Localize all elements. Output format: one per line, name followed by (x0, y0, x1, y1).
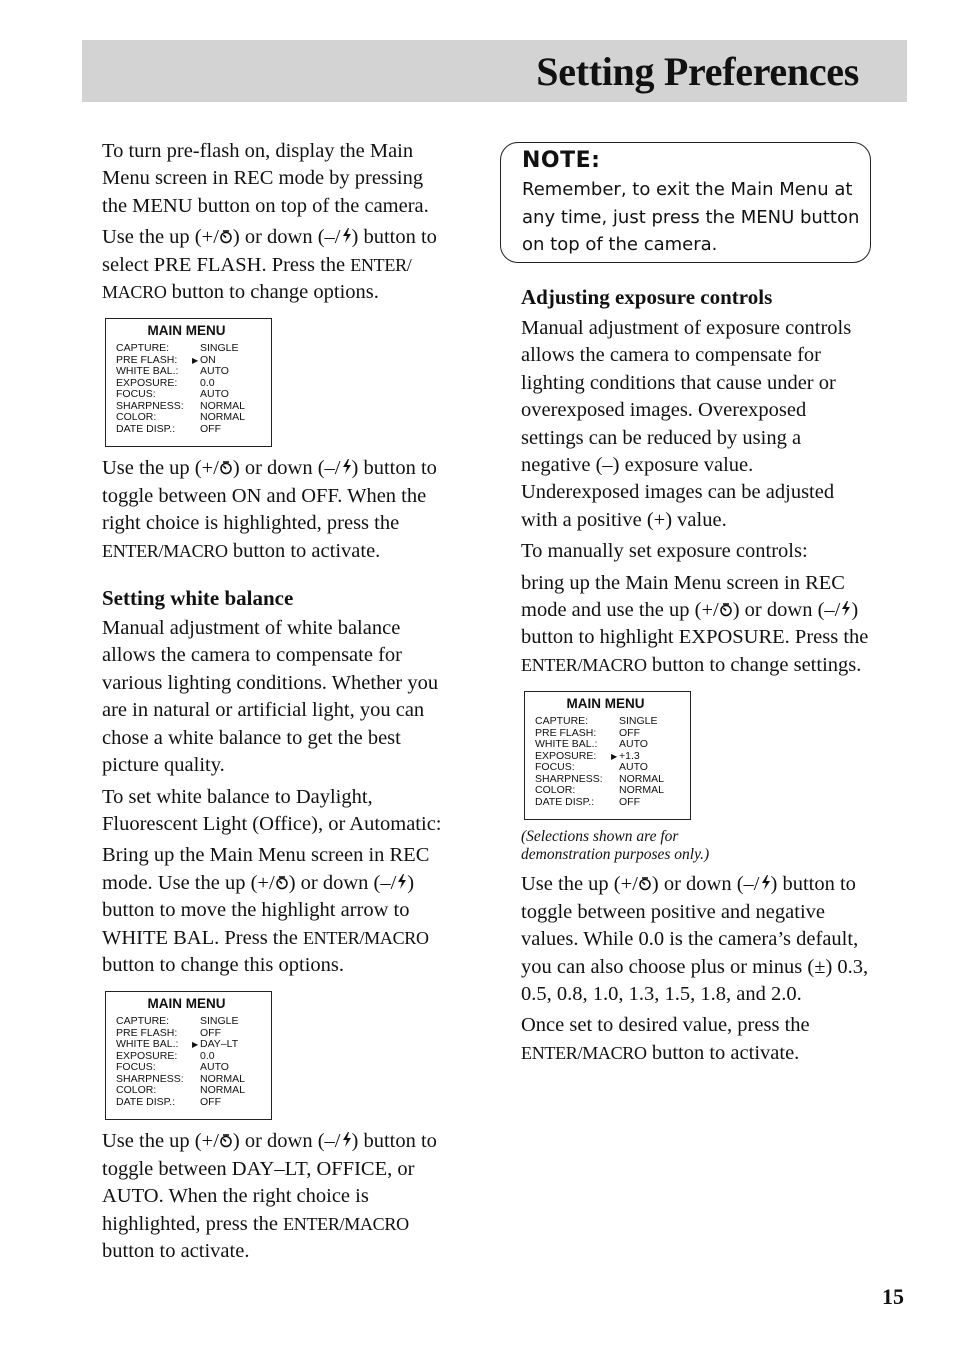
exposure-instructions: bring up the Main Menu screen in REC mode and use the up (+/ ) or down (–/ ) button to highlight EXPOSURE. Press the ENTER/MACRO button to change settings. (521, 571, 869, 676)
white-balance-heading: Setting white balance (102, 586, 294, 611)
menu-row-value: OFF (619, 726, 640, 739)
highlight-arrow-icon (192, 1028, 200, 1040)
menu-row-label: EXPOSURE: (116, 376, 178, 389)
highlight-arrow-icon (192, 401, 200, 413)
main-menu-screen-exposure (524, 691, 691, 820)
menu-row-value: AUTO (200, 388, 229, 401)
menu-row-value: NORMAL (200, 411, 245, 424)
highlight-arrow-icon (192, 1062, 200, 1074)
highlight-arrow-icon (611, 774, 619, 786)
flash-icon (760, 874, 771, 891)
menu-row-label: PRE FLASH: (535, 726, 597, 739)
menu-row-value: NORMAL (619, 784, 664, 797)
exposure-toggle-instructions: Use the up (+/ ) or down (–/ ) button to toggle between positive and negative values. While 0.0 is the camera’s default, you can also choose plus or minus (±) 0.3, 0.5, 0.8, 1.0, 1.3, 1.5, 1.8, and 2.0. (521, 873, 869, 1005)
menu-row-label: DATE DISP.: (116, 1095, 176, 1108)
menu-row-value: SINGLE (200, 1015, 239, 1028)
flash-icon (840, 600, 851, 617)
menu-title: MAIN MENU (566, 696, 645, 712)
note-box (500, 142, 871, 263)
pre-flash-toggle-instructions: Use the up (+/ ) or down (–/ ) button to toggle between ON and OFF. When the right choice is highlighted, press the ENTER/MACRO button to activate. (102, 457, 437, 562)
page-number: 15 (882, 1284, 904, 1309)
highlight-arrow-icon (192, 343, 200, 355)
menu-row-label: WHITE BAL.: (116, 1038, 179, 1051)
menu-row-value: 0.0 (200, 376, 215, 389)
header-band (82, 40, 907, 102)
menu-row-label: FOCUS: (116, 388, 156, 401)
highlight-arrow-icon (192, 1074, 200, 1086)
highlight-arrow-icon (611, 728, 619, 740)
menu-row-value: AUTO (619, 738, 648, 751)
left-column (102, 138, 452, 1265)
flash-icon (341, 458, 352, 475)
menu-row-value: NORMAL (200, 1084, 245, 1097)
note-heading: NOTE: (522, 148, 601, 173)
menu-row-label: FOCUS: (116, 1061, 156, 1074)
highlight-arrow-icon (192, 366, 200, 378)
exposure-intro: To manually set exposure controls: (521, 540, 808, 563)
pre-flash-select-instructions: Use the up (+/ ) or down (–/ ) button to select PRE FLASH. Press the ENTER/ MACRO button to change options. (102, 226, 437, 304)
menu-row-label: CAPTURE: (116, 1015, 170, 1028)
menu-row-label: COLOR: (535, 784, 576, 797)
pre-flash-intro: To turn pre-flash on, display the Main Menu screen in REC mode by pressing the MENU button on top of the camera. (102, 140, 429, 217)
flash-icon (341, 1131, 352, 1148)
menu-row-value: OFF (200, 422, 221, 435)
menu-row-value: AUTO (200, 365, 229, 378)
highlight-arrow-icon: ▶ (192, 1040, 199, 1050)
highlight-arrow-icon (192, 424, 200, 436)
white-balance-instructions: Bring up the Main Menu screen in REC mode. Use the up (+/ ) or down (–/ ) button to move the highlight arrow to WHITE BAL. Press the ENTER/MACRO button to change this options. (102, 844, 430, 976)
exposure-description: Manual adjustment of exposure controls allows the camera to compensate for lighting conditions that cause under or overexposed images. Overexposed settings can be reduced by using a negative (–) exposure value. Underexposed images can be adjusted with a positive (+) value. (521, 317, 852, 531)
highlight-arrow-icon (611, 716, 619, 728)
white-balance-options: To set white balance to Daylight, Fluorescent Light (Office), or Automatic: (102, 785, 442, 835)
menu-row-label: CAPTURE: (535, 715, 589, 728)
exposure-heading: Adjusting exposure controls (521, 285, 773, 309)
highlight-arrow-icon (192, 389, 200, 401)
menu-row-value: 0.0 (200, 1049, 215, 1062)
self-timer-icon (219, 1133, 233, 1148)
highlight-arrow-icon (192, 1051, 200, 1063)
menu-row-label: WHITE BAL.: (116, 365, 179, 378)
menu-row-label: SHARPNESS: (116, 1072, 184, 1085)
self-timer-icon (638, 876, 652, 891)
self-timer-icon (219, 460, 233, 475)
flash-icon (341, 227, 352, 244)
right-column (521, 284, 873, 1067)
menu-row-value: SINGLE (200, 342, 239, 355)
menu-row-label: PRE FLASH: (116, 353, 178, 366)
menu-row-value: NORMAL (200, 1072, 245, 1085)
menu-row-value: AUTO (619, 761, 648, 774)
menu-row-value: DAY–LT (200, 1038, 239, 1051)
menu-row-value: AUTO (200, 1061, 229, 1074)
menu-row-value: OFF (200, 1095, 221, 1108)
highlight-arrow-icon (611, 785, 619, 797)
menu-row-label: EXPOSURE: (116, 1049, 178, 1062)
self-timer-icon (275, 875, 289, 890)
highlight-arrow-icon (192, 1016, 200, 1028)
menu-title: MAIN MENU (147, 996, 226, 1012)
menu-row (525, 797, 690, 809)
menu-row-label: SHARPNESS: (535, 772, 603, 785)
menu-row-value: OFF (200, 1026, 221, 1039)
menu-row-value: OFF (619, 795, 640, 808)
highlight-arrow-icon (611, 762, 619, 774)
demo-caption: (Selections shown are for demonstration purposes only.) (521, 828, 710, 863)
flash-icon (396, 873, 407, 890)
highlight-arrow-icon: ▶ (611, 751, 618, 761)
highlight-arrow-icon (192, 1085, 200, 1097)
menu-row-value: NORMAL (619, 772, 664, 785)
menu-row (106, 1097, 271, 1109)
menu-row-value: ON (200, 353, 216, 366)
menu-row-label: DATE DISP.: (116, 422, 176, 435)
menu-row-label: COLOR: (116, 1084, 157, 1097)
highlight-arrow-icon (192, 412, 200, 424)
highlight-arrow-icon (611, 797, 619, 809)
note-text: Remember, to exit the Main Menu at any time, just press the MENU button on top of the camera. (522, 179, 860, 255)
self-timer-icon (219, 229, 233, 244)
menu-row-value: +1.3 (619, 749, 640, 762)
white-balance-description: Manual adjustment of white balance allows the camera to compensate for various lighting conditions. Whether you are in natural or artificial light, you can chose a white balance to get the best picture quality. (102, 617, 439, 777)
menu-row-label: FOCUS: (535, 761, 575, 774)
white-balance-toggle-instructions: Use the up (+/ ) or down (–/ ) button to toggle between DAY–LT, OFFICE, or AUTO. When the right choice is highlighted, press the ENTER/MACRO button to activate. (102, 1130, 437, 1262)
main-menu-screen-pre-flash (105, 318, 272, 447)
menu-title: MAIN MENU (147, 323, 226, 339)
menu-row-value: SINGLE (619, 715, 658, 728)
menu-row-label: SHARPNESS: (116, 399, 184, 412)
menu-row-label: EXPOSURE: (535, 749, 597, 762)
menu-row-label: PRE FLASH: (116, 1026, 178, 1039)
menu-row-label: CAPTURE: (116, 342, 170, 355)
page-title: Setting Preferences (536, 49, 859, 94)
highlight-arrow-icon (192, 1097, 200, 1109)
menu-row-label: DATE DISP.: (535, 795, 595, 808)
self-timer-icon (719, 602, 733, 617)
highlight-arrow-icon (611, 739, 619, 751)
menu-row-label: WHITE BAL.: (535, 738, 598, 751)
menu-row-value: NORMAL (200, 399, 245, 412)
main-menu-screen-white-balance (105, 991, 272, 1120)
highlight-arrow-icon: ▶ (192, 355, 199, 365)
menu-row-label: COLOR: (116, 411, 157, 424)
menu-row (106, 424, 271, 436)
highlight-arrow-icon (192, 378, 200, 390)
exposure-activate-instructions: Once set to desired value, press the ENTER/MACRO button to activate. (521, 1014, 810, 1064)
